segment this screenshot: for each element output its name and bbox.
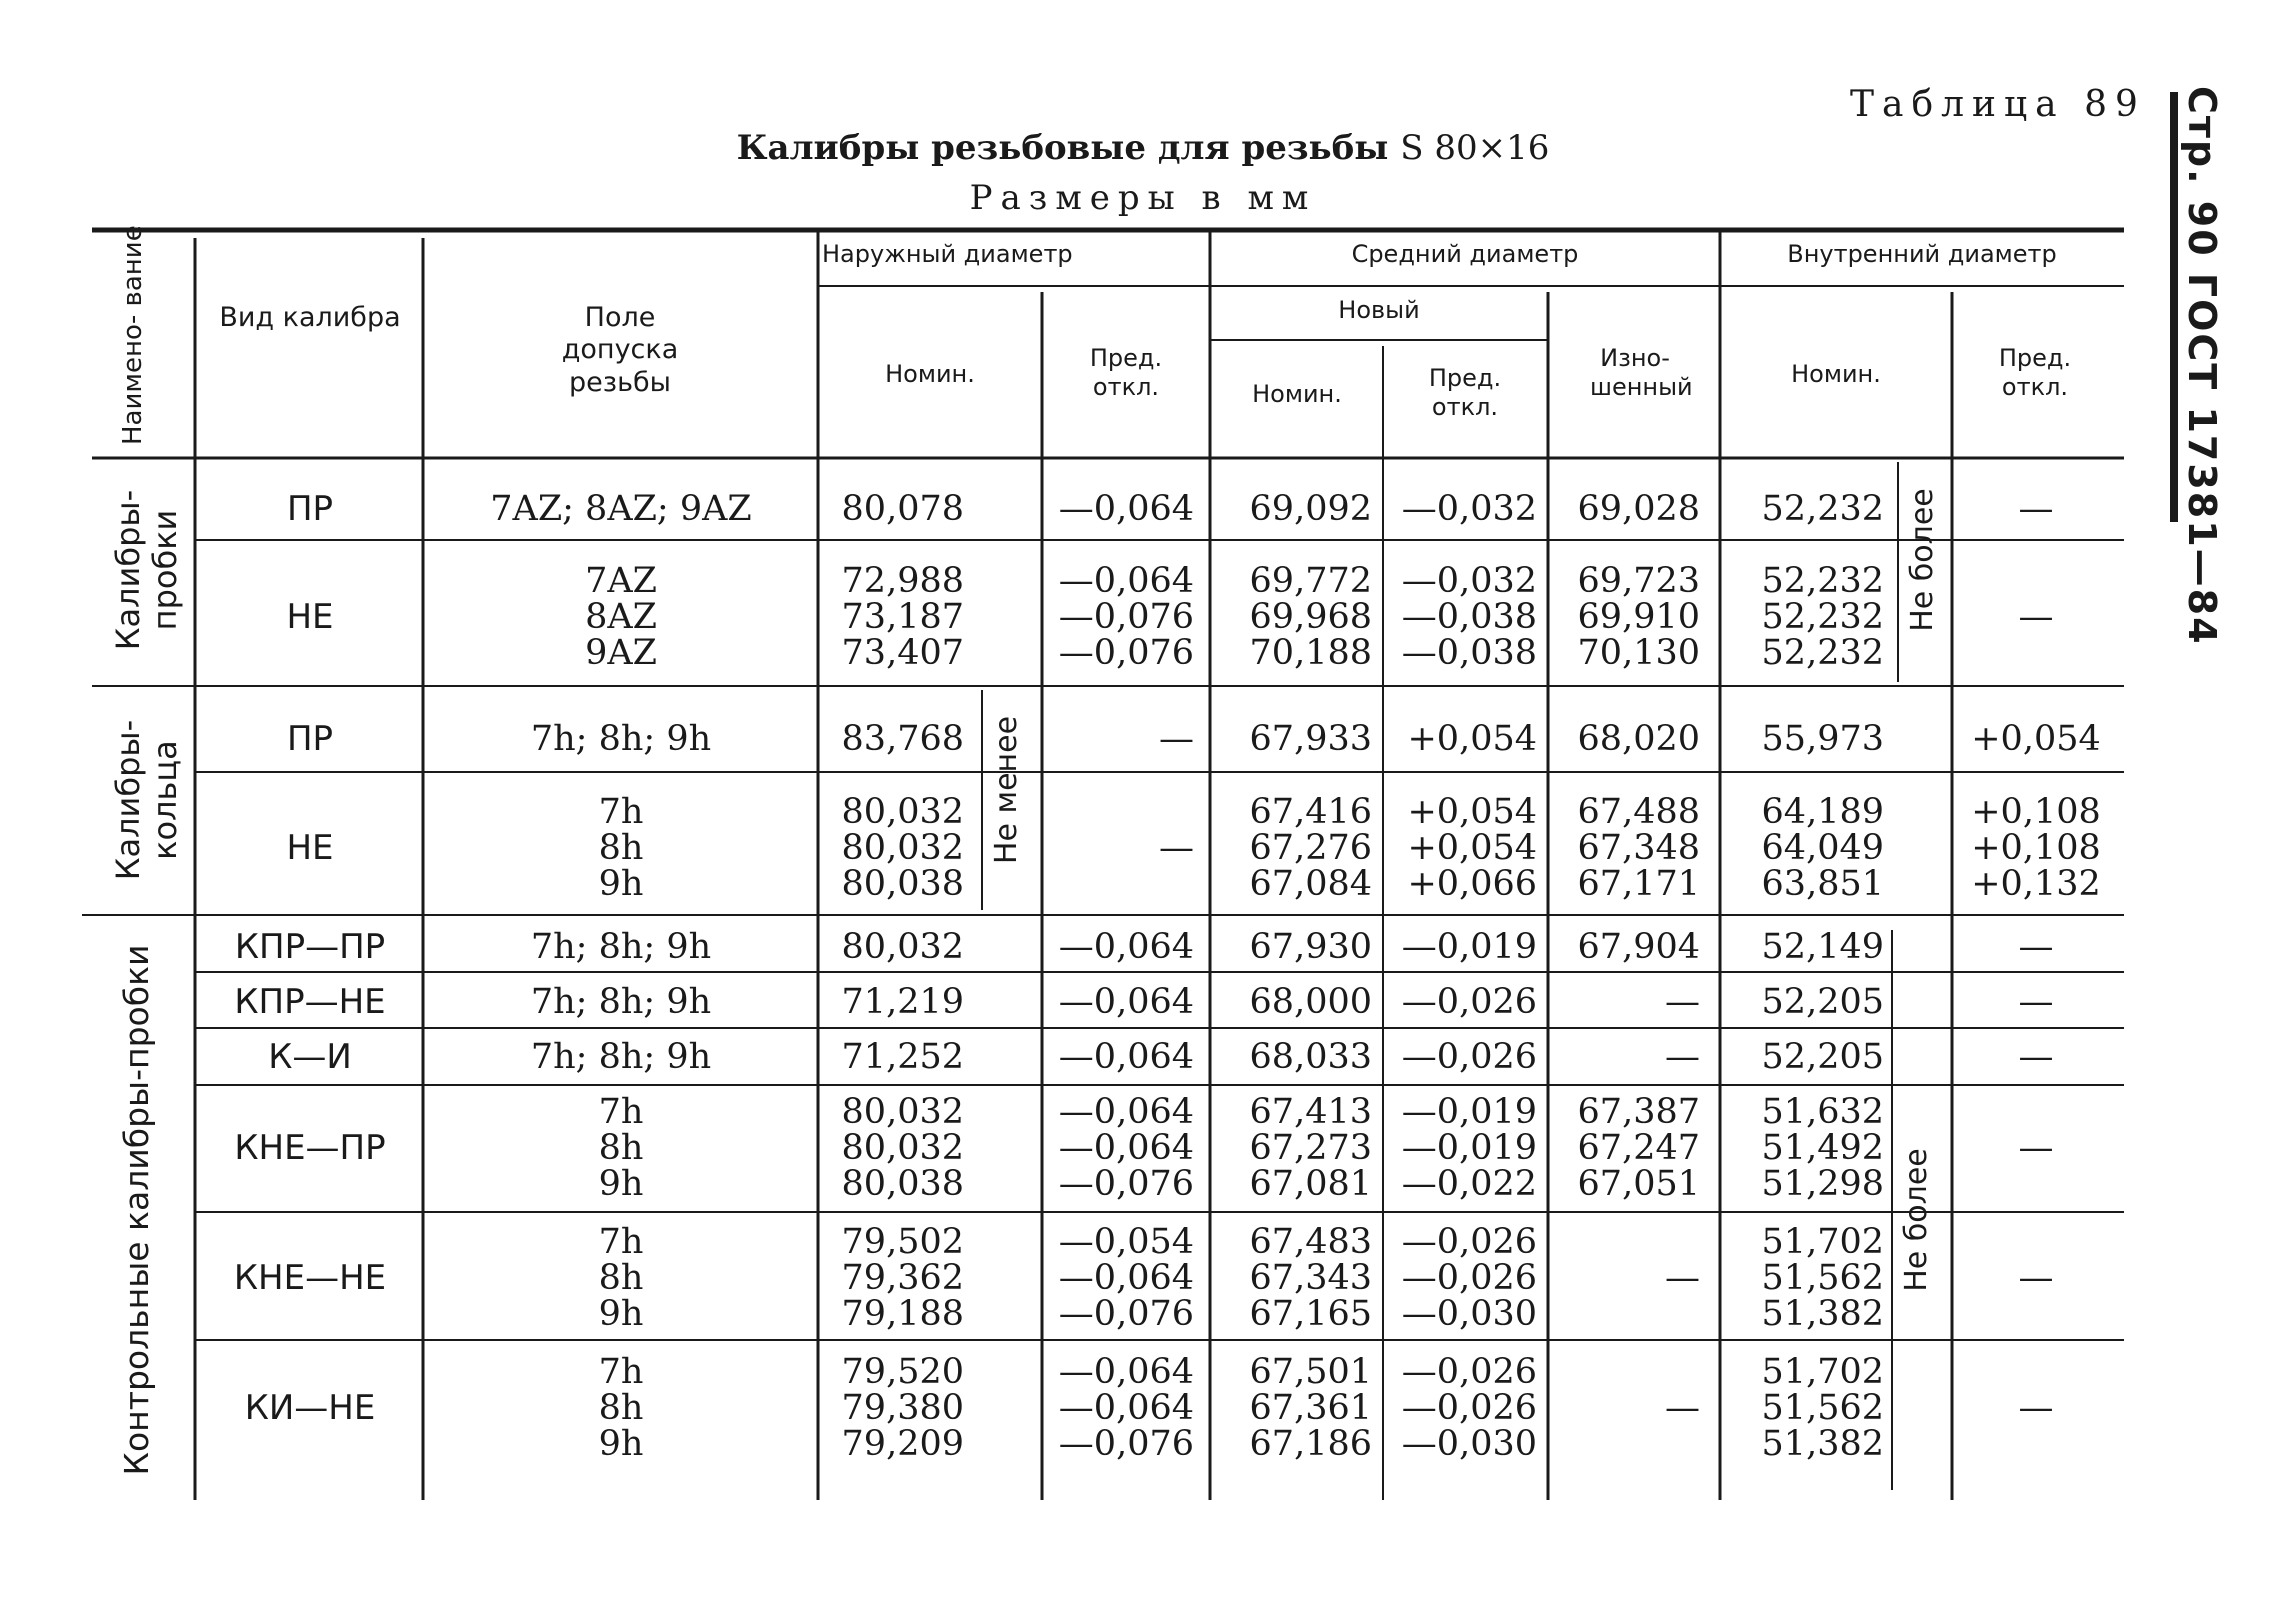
header-outer-dev: Пред. откл.	[1089, 344, 1163, 401]
cell-i-dev: +0,108	[1971, 792, 2101, 832]
cell-field: 8h	[598, 828, 644, 868]
cell-o-nom: 72,988	[841, 561, 964, 601]
cell-m-dev: —0,032	[1401, 489, 1537, 529]
cell-worn: 67,904	[1577, 927, 1700, 967]
table-number: Таблица 89	[1850, 84, 2146, 125]
cell-o-nom: 80,032	[841, 792, 964, 832]
cell-type: ПР	[286, 489, 334, 529]
cell-field: 8AZ	[585, 597, 657, 637]
cell-i-nom: 64,049	[1761, 828, 1884, 868]
note-not-less: Не менее	[989, 715, 1024, 865]
group-rings: Калибры- кольца	[109, 719, 184, 881]
cell-o-dev: —0,064	[1058, 1352, 1194, 1392]
cell-o-dev: —0,076	[1058, 1424, 1194, 1464]
cell-m-nom: 67,501	[1249, 1352, 1372, 1392]
cell-m-dev: —0,038	[1401, 633, 1537, 673]
cell-o-dev: —	[1159, 828, 1194, 868]
cell-o-nom: 83,768	[841, 719, 964, 759]
cell-m-nom: 68,000	[1249, 982, 1372, 1022]
header-new: Новый	[1338, 296, 1420, 324]
cell-i-nom: 52,232	[1761, 633, 1884, 673]
cell-m-dev: —0,026	[1401, 1037, 1537, 1077]
cell-m-dev: —0,026	[1401, 1258, 1537, 1298]
cell-o-dev: —0,054	[1058, 1222, 1194, 1262]
cell-o-dev: —0,064	[1058, 1037, 1194, 1077]
cell-worn: —	[1665, 1388, 1700, 1428]
group-control: Контрольные калибры-пробки	[117, 944, 156, 1476]
cell-i-nom: 64,189	[1761, 792, 1884, 832]
cell-m-dev: —0,026	[1401, 982, 1537, 1022]
cell-m-dev: —0,019	[1401, 1092, 1537, 1132]
cell-o-nom: 79,380	[841, 1388, 964, 1428]
cell-field: 9h	[598, 1164, 644, 1204]
header-outer: Наружный диаметр	[822, 240, 1073, 268]
cell-m-dev: +0,054	[1407, 828, 1537, 868]
header-middle-dev: Пред. откл.	[1428, 364, 1502, 421]
cell-field: 8h	[598, 1258, 644, 1298]
cell-field: 8h	[598, 1388, 644, 1428]
cell-o-dev: —0,076	[1058, 597, 1194, 637]
cell-i-nom: 63,851	[1761, 864, 1884, 904]
cell-type: НЕ	[286, 828, 334, 868]
cell-i-nom: 55,973	[1761, 719, 1884, 759]
cell-m-nom: 67,081	[1249, 1164, 1372, 1204]
cell-i-nom: 51,382	[1761, 1294, 1884, 1334]
header-worn: Изно- шенный	[1590, 344, 1693, 401]
cell-m-dev: —0,022	[1401, 1164, 1537, 1204]
note-not-more-probes: Не более	[1905, 488, 1940, 632]
cell-o-dev: —0,076	[1058, 1294, 1194, 1334]
cell-worn: 69,723	[1577, 561, 1700, 601]
cell-o-nom: 79,362	[841, 1258, 964, 1298]
cell-m-dev: —0,038	[1401, 597, 1537, 637]
cell-i-nom: 51,632	[1761, 1092, 1884, 1132]
cell-type: КПР—НЕ	[234, 982, 386, 1022]
cell-m-nom: 70,188	[1249, 633, 1372, 673]
header-inner: Внутренний диаметр	[1787, 240, 2057, 268]
cell-field: 7AZ; 8AZ; 9AZ	[490, 489, 752, 529]
title-thread: S 80×16	[1400, 128, 1550, 168]
cell-o-nom: 73,407	[841, 633, 964, 673]
cell-o-dev: —0,064	[1058, 1388, 1194, 1428]
header-inner-nom: Номин.	[1791, 360, 1881, 388]
cell-i-dev: —	[2018, 1037, 2054, 1077]
cell-i-nom: 51,702	[1761, 1222, 1884, 1262]
group-probes: Калибры- пробки	[109, 489, 184, 651]
cell-m-dev: —0,026	[1401, 1388, 1537, 1428]
cell-o-nom: 79,502	[841, 1222, 964, 1262]
cell-o-dev: —0,064	[1058, 1128, 1194, 1168]
cell-i-nom: 51,562	[1761, 1258, 1884, 1298]
cell-field: 7h; 8h; 9h	[530, 719, 712, 759]
cell-i-nom: 52,205	[1761, 1037, 1884, 1077]
cell-m-nom: 68,033	[1249, 1037, 1372, 1077]
cell-o-nom: 79,520	[841, 1352, 964, 1392]
header-type: Вид калибра	[219, 302, 401, 333]
side-label: Стр. 90 ГОСТ 17381—84	[2180, 86, 2224, 646]
cell-field: 9h	[598, 864, 644, 904]
cell-field: 9h	[598, 1424, 644, 1464]
cell-i-nom: 51,492	[1761, 1128, 1884, 1168]
cell-o-nom: 73,187	[841, 597, 964, 637]
cell-i-dev: —	[2018, 1258, 2054, 1298]
cell-o-nom: 80,032	[841, 927, 964, 967]
cell-field: 7AZ	[585, 561, 657, 601]
cell-i-nom: 52,232	[1761, 489, 1884, 529]
cell-type: КНЕ—НЕ	[233, 1258, 387, 1298]
header-name: Наимено- вание	[118, 225, 148, 445]
cell-m-dev: —0,019	[1401, 927, 1537, 967]
cell-m-nom: 69,092	[1249, 489, 1372, 529]
header-middle: Средний диаметр	[1351, 240, 1579, 268]
cell-o-nom: 79,209	[841, 1424, 964, 1464]
cell-worn: —	[1665, 1037, 1700, 1077]
title-text: Калибры резьбовые для резьбы	[736, 128, 1389, 168]
cell-m-dev: +0,054	[1407, 719, 1537, 759]
cell-field: 9h	[598, 1294, 644, 1334]
cell-o-dev: —0,064	[1058, 1092, 1194, 1132]
cell-field: 7h	[598, 792, 644, 832]
cell-type: К—И	[268, 1037, 352, 1077]
cell-o-dev: —0,064	[1058, 982, 1194, 1022]
header-middle-nom: Номин.	[1252, 380, 1342, 408]
cell-m-nom: 67,413	[1249, 1092, 1372, 1132]
cell-type: КПР—ПР	[234, 927, 386, 967]
cell-field: 7h	[598, 1092, 644, 1132]
cell-o-nom: 80,038	[841, 1164, 964, 1204]
cell-i-dev: —	[2018, 489, 2054, 529]
cell-worn: 67,387	[1577, 1092, 1700, 1132]
cell-o-dev: —0,064	[1058, 489, 1194, 529]
cell-m-nom: 67,361	[1249, 1388, 1372, 1428]
cell-i-dev: —	[2018, 1388, 2054, 1428]
header-inner-dev: Пред. откл.	[1998, 344, 2072, 401]
cell-m-nom: 67,165	[1249, 1294, 1372, 1334]
cell-o-dev: —0,064	[1058, 561, 1194, 601]
cell-m-dev: —0,019	[1401, 1128, 1537, 1168]
cell-i-nom: 51,562	[1761, 1388, 1884, 1428]
cell-worn: 69,028	[1577, 489, 1700, 529]
cell-i-nom: 51,382	[1761, 1424, 1884, 1464]
cell-o-nom: 80,032	[841, 1092, 964, 1132]
cell-worn: 70,130	[1577, 633, 1700, 673]
cell-m-nom: 67,416	[1249, 792, 1372, 832]
cell-o-dev: —0,076	[1058, 1164, 1194, 1204]
cell-o-nom: 71,219	[841, 982, 964, 1022]
cell-worn: —	[1665, 1258, 1700, 1298]
cell-o-nom: 79,188	[841, 1294, 964, 1334]
cell-o-nom: 80,078	[841, 489, 964, 529]
cell-worn: —	[1665, 982, 1700, 1022]
cell-o-dev: —0,076	[1058, 633, 1194, 673]
cell-m-dev: —0,030	[1401, 1424, 1537, 1464]
cell-worn: 67,247	[1577, 1128, 1700, 1168]
cell-o-dev: —0,064	[1058, 1258, 1194, 1298]
cell-worn: 68,020	[1577, 719, 1700, 759]
table-title	[0, 128, 2286, 168]
cell-o-nom: 80,032	[841, 1128, 964, 1168]
cell-type: КНЕ—ПР	[234, 1128, 386, 1168]
cell-i-dev: +0,132	[1971, 864, 2101, 904]
cell-field: 7h; 8h; 9h	[530, 982, 712, 1022]
cell-m-dev: +0,054	[1407, 792, 1537, 832]
cell-worn: 69,910	[1577, 597, 1700, 637]
cell-m-dev: —0,030	[1401, 1294, 1537, 1334]
cell-m-dev: —0,026	[1401, 1222, 1537, 1262]
cell-type: НЕ	[286, 597, 334, 637]
cell-i-nom: 52,205	[1761, 982, 1884, 1022]
cell-worn: 67,171	[1577, 864, 1700, 904]
cell-m-nom: 67,273	[1249, 1128, 1372, 1168]
cell-m-nom: 67,276	[1249, 828, 1372, 868]
cell-field: 7h	[598, 1222, 644, 1262]
cell-worn: 67,348	[1577, 828, 1700, 868]
cell-i-nom: 51,702	[1761, 1352, 1884, 1392]
cell-i-dev: —	[2018, 1128, 2054, 1168]
cell-m-dev: —0,032	[1401, 561, 1537, 601]
cell-m-nom: 69,968	[1249, 597, 1372, 637]
cell-m-nom: 67,343	[1249, 1258, 1372, 1298]
cell-type: КИ—НЕ	[244, 1388, 376, 1428]
cell-m-dev: +0,066	[1407, 864, 1537, 904]
cell-o-nom: 80,032	[841, 828, 964, 868]
cell-m-nom: 69,772	[1249, 561, 1372, 601]
cell-m-nom: 67,483	[1249, 1222, 1372, 1262]
cell-i-nom: 52,232	[1761, 561, 1884, 601]
cell-worn: 67,051	[1577, 1164, 1700, 1204]
header-outer-nom: Номин.	[885, 360, 975, 388]
note-not-more-control: Не более	[1899, 1148, 1934, 1292]
header-field: Поле допуска резьбы	[561, 302, 679, 398]
table-subtitle: Размеры в мм	[969, 178, 1317, 218]
cell-m-nom: 67,084	[1249, 864, 1372, 904]
cell-i-nom: 52,232	[1761, 597, 1884, 637]
cell-m-nom: 67,930	[1249, 927, 1372, 967]
cell-m-nom: 67,186	[1249, 1424, 1372, 1464]
cell-field: 7h	[598, 1352, 644, 1392]
cell-field: 8h	[598, 1128, 644, 1168]
cell-i-dev: —	[2018, 597, 2054, 637]
cell-o-dev: —	[1159, 719, 1194, 759]
cell-field: 7h; 8h; 9h	[530, 1037, 712, 1077]
cell-i-dev: +0,108	[1971, 828, 2101, 868]
cell-i-dev: —	[2018, 927, 2054, 967]
cell-i-dev: —	[2018, 982, 2054, 1022]
cell-o-nom: 71,252	[841, 1037, 964, 1077]
cell-field: 7h; 8h; 9h	[530, 927, 712, 967]
cell-o-nom: 80,038	[841, 864, 964, 904]
cell-m-nom: 67,933	[1249, 719, 1372, 759]
cell-i-dev: +0,054	[1971, 719, 2101, 759]
cell-i-nom: 52,149	[1761, 927, 1884, 967]
cell-i-nom: 51,298	[1761, 1164, 1884, 1204]
cell-field: 9AZ	[585, 633, 657, 673]
cell-o-dev: —0,064	[1058, 927, 1194, 967]
cell-type: ПР	[286, 719, 334, 759]
cell-worn: 67,488	[1577, 792, 1700, 832]
cell-m-dev: —0,026	[1401, 1352, 1537, 1392]
